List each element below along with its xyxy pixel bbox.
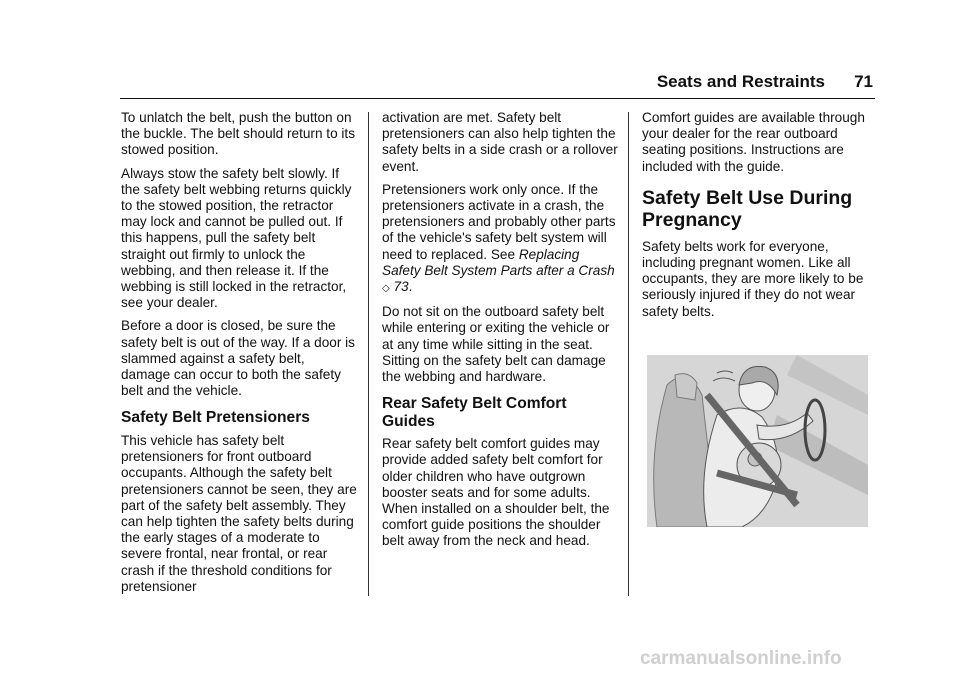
paragraph-end: . bbox=[408, 279, 413, 295]
section-title: Seats and Restraints bbox=[656, 72, 825, 91]
heading-pregnancy: Safety Belt Use During Pregnancy bbox=[642, 186, 853, 231]
page-header bbox=[120, 70, 875, 99]
paragraph: Always stow the safety belt slowly. If the safety belt webbing returns quickly to the stowed position, the retractor may lock and cannot be pulled out. If this happens, pull the safety belt straight out firmly to unlock the webbing, and then release it. If the webbing is still locked in the retractor, see your dealer. bbox=[121, 165, 352, 311]
paragraph-text: Pretensioners work only once. If the pretensioners activate in a crash, the pretensioners and probably other parts of the vehicle's safety belt system will need to replaced. See bbox=[382, 181, 616, 262]
paragraph: Rear safety belt comfort guides may provide added safety belt comfort for older children who have outgrown booster seats and for some adults. When installed on a shoulder belt, the comfort guide positions the shoulder belt away from the neck and head. bbox=[382, 436, 610, 549]
column-divider bbox=[628, 112, 629, 596]
heading-comfort-guides: Rear Safety Belt Comfort Guides bbox=[382, 395, 567, 430]
paragraph: To unlatch the belt, push the button on the buckle. The belt should return to its stowed position. bbox=[121, 110, 356, 158]
pregnant-driver-illustration bbox=[647, 355, 868, 527]
page-ref-number: 73 bbox=[393, 279, 409, 295]
paragraph: activation are met. Safety belt pretensioners can also help tighten the safety belts in a side crash or a rollover event. bbox=[382, 110, 618, 174]
column-2 bbox=[382, 110, 618, 557]
column-divider bbox=[368, 112, 369, 596]
paragraph: Safety belts work for everyone, including pregnant women. Like all occupants, they are more likely to be seriously injured if they do not wear safety belts. bbox=[642, 238, 864, 319]
watermark: carmanualsonline.info bbox=[640, 648, 842, 669]
column-3 bbox=[642, 110, 878, 327]
paragraph bbox=[382, 182, 618, 297]
paragraph: Comfort guides are available through your dealer for the rear outboard seating positions. Instructions are included with the guide. bbox=[642, 110, 865, 174]
heading-pretensioners: Safety Belt Pretensioners bbox=[121, 409, 310, 427]
page-number: 71 bbox=[854, 72, 873, 91]
paragraph: Before a door is closed, be sure the safety belt is out of the way. If a door is slammed against a safety belt, damage can occur to both the safety belt and the vehicle. bbox=[121, 318, 355, 399]
paragraph: Do not sit on the outboard safety belt while entering or exiting the vehicle or at any time while sitting in the seat. Sitting on the safety belt can damage the webbing and hardware. bbox=[382, 304, 610, 385]
cross-reference-link[interactable]: Replacing Safety Belt System Parts after a Crash bbox=[382, 246, 615, 278]
paragraph: This vehicle has safety belt pretensioners for front outboard occupants. Although the safety belt pretensioners cannot be seen, they are part of the safety belt assembly. They can help tighten the safety belts during the early stages of a moderate to severe frontal, near frontal, or rear crash if the threshold conditions for pretensioner bbox=[121, 432, 357, 594]
page-ref-icon: ◇ bbox=[382, 283, 390, 295]
column-1 bbox=[121, 110, 357, 602]
illustration-svg bbox=[647, 355, 868, 527]
